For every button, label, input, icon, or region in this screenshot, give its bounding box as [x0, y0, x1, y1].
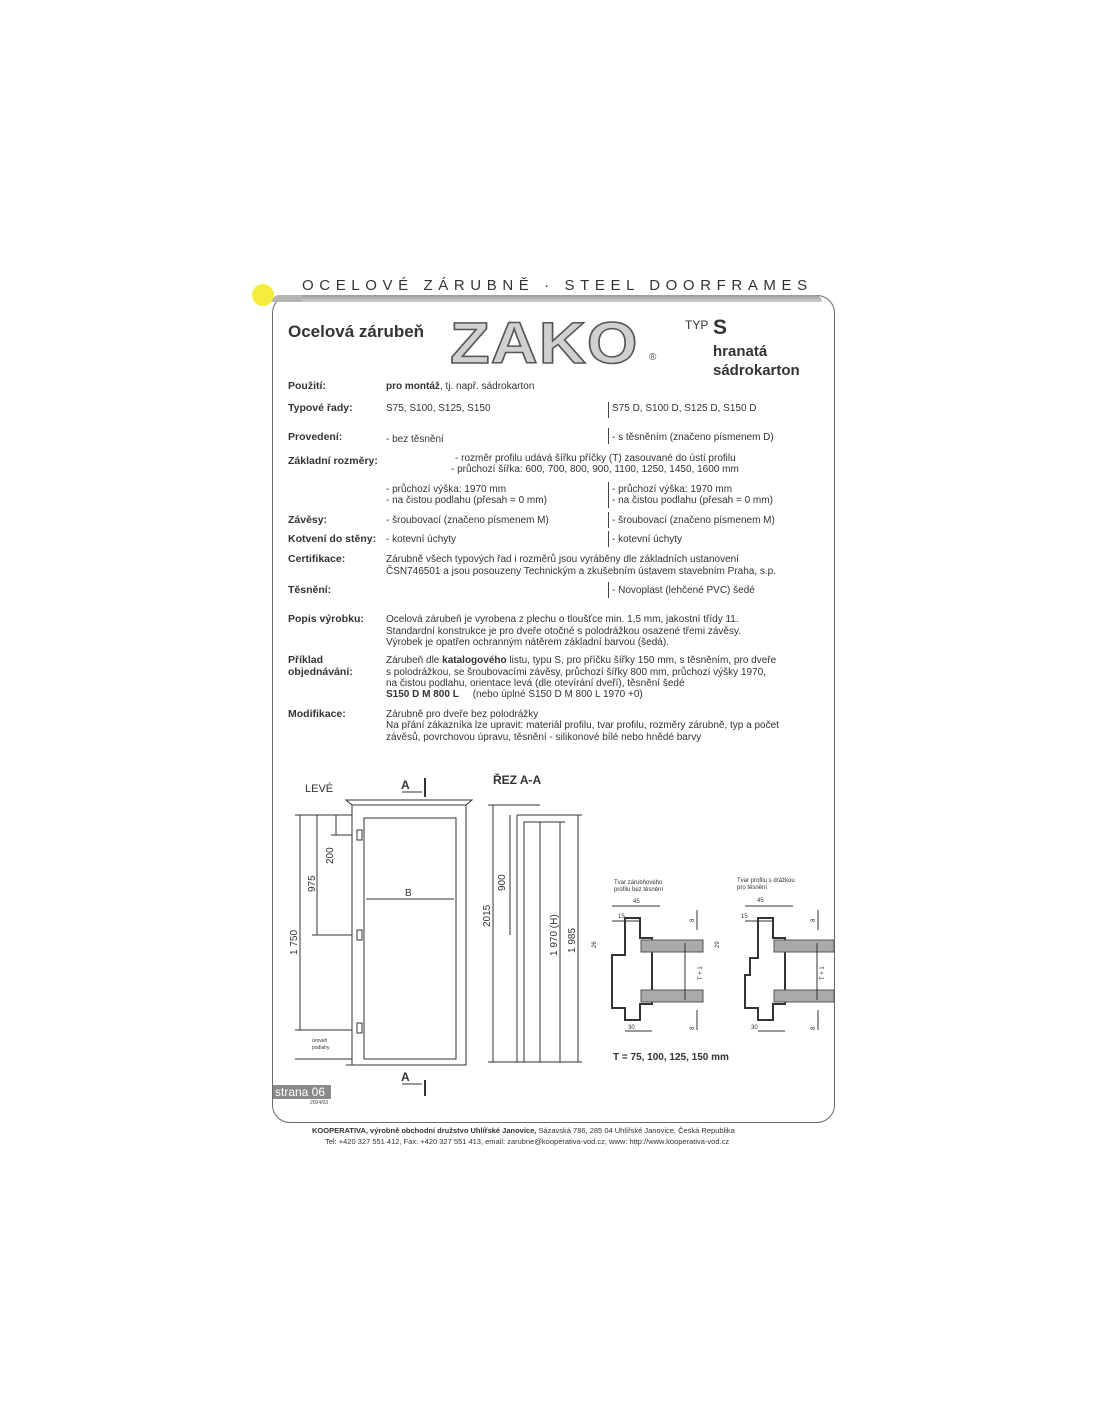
product-name: Ocelová zárubeň — [288, 322, 425, 341]
typ-value: S — [713, 316, 728, 339]
label-priklad-2: objednávání: — [288, 666, 353, 678]
hinge-top — [357, 830, 362, 840]
value-priklad-line1b: katalogového — [442, 655, 507, 666]
label-priklad-1: Příklad — [288, 654, 324, 666]
value-modifikace-line2: Na přání zákazníka lze upravit: materiál profilu, tvar profilu, rozměry zárubně, typ a počet — [386, 720, 779, 731]
order-code-full: (nebo úplné S150 D M 800 L 1970 +0) — [472, 689, 643, 700]
footer-company — [312, 1126, 735, 1135]
value-rozmery-line2: - průchozí šířka: 600, 700, 800, 900, 1100, 1250, 1450, 1600 mm — [451, 464, 739, 475]
value-priklad-line1c: listu, typu S, pro příčku šířky 150 mm, s těsněním, pro dveře — [506, 655, 777, 666]
subtitle-wall: sádrokarton — [713, 362, 800, 379]
catalog-header-title: OCELOVÉ ZÁRUBNĚ · STEEL DOORFRAMES — [302, 277, 813, 294]
frame-outline — [352, 805, 466, 1065]
value-rady-left: S75, S100, S125, S150 — [386, 403, 491, 414]
label-rozmery: Základní rozměry: — [288, 455, 378, 467]
value-rozmery-right1: - průchozí výška: 1970 mm — [612, 484, 733, 495]
dim-26: 26 — [592, 941, 598, 948]
wall-board-top-2 — [774, 940, 834, 952]
dim-45-b: 45 — [757, 898, 764, 904]
label-dim-1985: 1 985 — [567, 927, 578, 953]
hinge-middle — [357, 930, 362, 940]
value-popis-line3: Výrobek je opatřen ochranným nátěrem základní barvou (šedá). — [386, 637, 669, 648]
value-provedeni-right: - s těsněním (značeno písmenem D) — [612, 432, 774, 443]
label-modifikace: Modifikace: — [288, 708, 346, 720]
label-zavesy: Závěsy: — [288, 514, 328, 526]
label-dim-1750: 1 750 — [289, 929, 300, 955]
label-dim-200: 200 — [325, 847, 336, 864]
value-priklad-line1a: Zárubeň dle — [386, 655, 443, 666]
dim-8-b: 8 — [690, 1026, 696, 1030]
label-dim-2015: 2015 — [482, 904, 493, 927]
value-modifikace-line1: Zárubně pro dveře bez polodrážky — [386, 709, 539, 720]
label-popis: Popis výrobku: — [288, 613, 364, 625]
caption-profile-1-line2: profilu bez těsnění — [614, 887, 664, 893]
caption-profile-2-line1: Tvar profilu s drážkou — [737, 878, 795, 884]
wall-board-bottom — [641, 990, 703, 1002]
label-rez: ŘEZ A-A — [493, 773, 542, 787]
value-rozmery-line1: - rozměr profilu udává šířku příčky (T) zasouvané do ústí profilu — [455, 453, 736, 464]
hinge-bottom — [357, 1023, 362, 1033]
section-profile — [517, 815, 540, 1062]
value-priklad-line2: s polodrážkou, se šroubovacími závěsy, průchozí šířky 800 mm, průchozí výšky 1970, — [386, 667, 766, 678]
dim-8-a: 8 — [690, 918, 696, 922]
value-pouziti-bold: pro montáž — [386, 381, 440, 392]
order-code: S150 D M 800 L — [386, 689, 459, 700]
dim-8-c: 8 — [811, 918, 817, 922]
typ-label: TYP — [685, 318, 709, 332]
profile-with-seal — [745, 918, 785, 1020]
dim-30-a: 30 — [628, 1025, 635, 1031]
label-dim-900: 900 — [497, 874, 508, 891]
caption-profile-2-line2: pro těsnění — [737, 885, 768, 891]
value-rady-right: S75 D, S100 D, S125 D, S150 D — [612, 403, 757, 414]
label-section-a-bottom: A — [401, 1070, 410, 1084]
dim-30-b: 30 — [751, 1025, 758, 1031]
frame-top-edge — [346, 800, 472, 805]
registered-mark: ® — [649, 352, 657, 363]
value-zavesy-right: - šroubovací (značeno písmenem M) — [612, 515, 775, 526]
value-popis-line2: Standardní konstrukce je pro dveře otočné s polodrážkou osazené třemi závěsy. — [386, 626, 742, 637]
value-kotveni-left: - kotevní úchyty — [386, 534, 457, 545]
value-priklad-line3: na čistou podlahu, orientace levá (dle otevírání dveří), těsnění šedé — [386, 678, 685, 689]
dim-45-a: 45 — [633, 899, 640, 905]
value-popis-line1: Ocelová zárubeň je vyrobena z plechu o tloušťce min. 1,5 mm, jakostní třídy 11. — [386, 614, 739, 625]
label-t-values: T = 75, 100, 125, 150 mm — [613, 1052, 729, 1063]
dim-8-d: 8 — [811, 1026, 817, 1030]
label-kotveni: Kotvení do stěny: — [288, 533, 377, 545]
value-certifikace-line2: ČSN746501 a jsou posouzeny Technickým a zkušebním ústavem stavebním Praha, s.p. — [386, 566, 777, 577]
label-certifikace: Certifikace: — [288, 553, 346, 565]
label-provedeni: Provedení: — [288, 431, 343, 443]
dim-15-b: 15 — [741, 914, 748, 920]
label-tesneni: Těsnění: — [288, 584, 332, 596]
value-rozmery-left2: - na čistou podlahu (přesah = 0 mm) — [386, 495, 547, 506]
label-floor-1: úroveň — [312, 1038, 328, 1044]
zako-logo: ZAKO — [450, 311, 639, 376]
page-date: 2004/03 — [310, 1100, 329, 1106]
label-leve: LEVÉ — [305, 783, 334, 795]
dim-29: 29 — [715, 941, 721, 948]
label-pouziti: Použití: — [288, 380, 326, 392]
label-rady: Typové řady: — [288, 402, 353, 414]
profile-without-seal — [612, 918, 652, 1020]
value-tesneni-right: - Novoplast (lehčené PVC) šedé — [612, 585, 755, 596]
caption-profile-1-line1: Tvar zárubňového — [614, 880, 663, 886]
value-pouziti-rest: , tj. např. sádrokarton — [439, 381, 535, 392]
value-zavesy-left: - šroubovací (značeno písmenem M) — [386, 515, 549, 526]
value-rozmery-left1: - průchozí výška: 1970 mm — [386, 484, 507, 495]
label-dim-1970: 1 970 (H) — [549, 914, 560, 956]
label-floor-2: podlahy — [312, 1045, 330, 1051]
value-rozmery-right2: - na čistou podlahu (přesah = 0 mm) — [612, 495, 773, 506]
value-kotveni-right: - kotevní úchyty — [612, 534, 683, 545]
door-opening — [364, 818, 456, 1059]
label-dim-975: 975 — [307, 875, 318, 892]
footer-company-address: Sázavská 786, 285 04 Uhlířské Janovice, Česká Republika — [538, 1126, 735, 1135]
label-dim-b: B — [405, 888, 412, 899]
footer-company-name: KOOPERATIVA, výrobně obchodní družstvo Uhlířské Janovice, — [312, 1126, 539, 1135]
value-modifikace-line3: závěsů, povrchovou úpravu, těsnění - silikonové bílé nebo hnědé barvy — [386, 732, 702, 743]
footer-contact: Tel: +420 327 551 412, Fax: +420 327 551 413, email: zarubne@kooperativa-vod.cz, www: http://www.kooperativa-vod.cz — [325, 1137, 730, 1146]
dim-15-a: 15 — [618, 914, 625, 920]
value-provedeni-left: - bez těsnění — [386, 434, 444, 445]
value-certifikace-line1: Zárubně všech typových řad i rozměrů jsou vyráběny dle základních ustanovení — [386, 554, 739, 565]
wall-board-top — [641, 940, 703, 952]
wall-board-bottom-2 — [774, 990, 834, 1002]
subtitle-shape: hranatá — [713, 343, 768, 360]
dim-t1-a: T + 1 — [698, 966, 704, 980]
label-section-a-top: A — [401, 778, 410, 792]
dim-t1-b: T + 1 — [820, 966, 826, 980]
page-number-badge: strana 06 — [273, 1085, 331, 1099]
